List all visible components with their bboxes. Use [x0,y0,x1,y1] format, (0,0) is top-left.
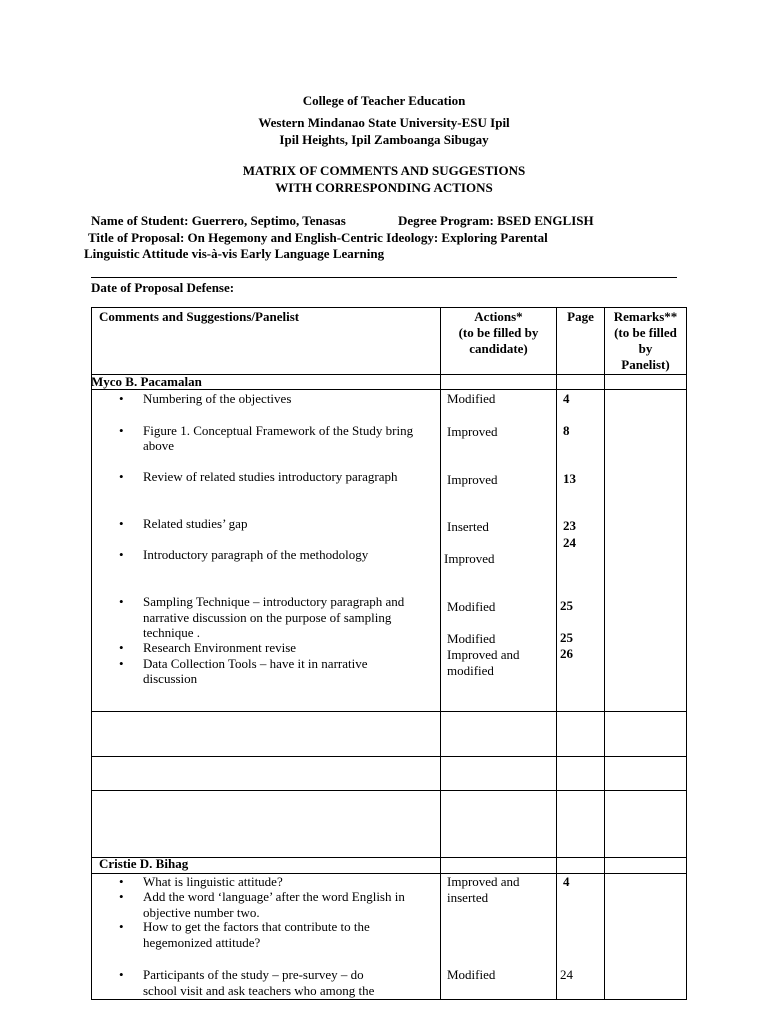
page-cell: 24 [560,967,573,982]
table-line [91,307,687,308]
bullet-icon: • [119,640,124,655]
comment-item: hegemonized attitude? [143,935,261,950]
col-actions-header-line: Actions* [474,309,523,324]
table-line [556,307,557,999]
table-line [440,307,441,999]
page-cell: 24 [563,535,576,550]
comment-item: Related studies’ gap [143,516,248,531]
col-comments-header: Comments and Suggestions/Panelist [99,309,300,324]
page-cell: 26 [560,646,573,661]
table-line [91,711,687,712]
proposal-title-line1: Title of Proposal: On Hegemony and English-Centric Ideology: Exploring Parental [88,230,548,245]
bullet-icon: • [119,516,124,531]
comment-item: Sampling Technique – introductory paragraph and [143,594,405,609]
action-cell: inserted [447,890,489,905]
comment-item: Figure 1. Conceptual Framework of the Study bring [143,423,414,438]
col-remarks-header-line: Remarks** [613,309,678,324]
separator-rule [91,277,677,278]
comment-item: technique . [143,625,201,640]
comment-item: Participants of the study – pre-survey – do [143,967,364,982]
action-cell: Modified [447,631,496,646]
action-cell: Improved and [447,647,520,662]
bullet-icon: • [119,889,124,904]
bullet-icon: • [119,391,124,406]
proposal-title-line2: Linguistic Attitude vis-à-vis Early Language Learning [84,246,385,261]
comment-item: Numbering of the objectives [143,391,292,406]
bullet-icon: • [119,967,124,982]
col-actions-header-line: (to be filled by [458,325,539,340]
comment-item: Research Environment revise [143,640,297,655]
action-cell: Improved [447,472,498,487]
action-cell: Improved and [447,874,520,889]
defense-date: Date of Proposal Defense: [91,280,235,295]
document-title-line1: MATRIX OF COMMENTS AND SUGGESTIONS [242,163,526,178]
action-cell: Modified [447,967,496,982]
page-cell: 25 [560,598,573,613]
page-cell: 23 [563,518,576,533]
comment-item: above [143,438,175,453]
panelist-name: Cristie D. Bihag [99,856,189,871]
page-cell: 4 [563,391,570,406]
bullet-icon: • [119,469,124,484]
table-line [686,307,687,999]
table-line [604,307,605,999]
table-line [91,999,687,1000]
comment-item: What is linguistic attitude? [143,874,283,889]
page-cell: 13 [563,471,576,486]
table-line [91,790,687,791]
comment-item: objective number two. [143,905,260,920]
comment-item: school visit and ask teachers who among the [143,983,375,998]
university-name: Western Mindanao State University-ESU Ipil [258,115,510,130]
comment-item: Data Collection Tools – have it in narrative [143,656,368,671]
degree-program: Degree Program: BSED ENGLISH [398,213,594,228]
col-page-header: Page [567,309,594,324]
col-remarks-header-line: (to be filled [614,325,677,340]
col-actions-header-line: candidate) [469,341,528,356]
page-cell: 8 [563,423,570,438]
table-line [91,307,92,999]
col-remarks-header-line: by [638,341,653,356]
bullet-icon: • [119,594,124,609]
bullet-icon: • [119,656,124,671]
action-cell: Modified [447,599,496,614]
comment-item: How to get the factors that contribute to the [143,919,370,934]
document-title-line2: WITH CORRESPONDING ACTIONS [275,180,493,195]
panelist-name: Myco B. Pacamalan [91,374,202,389]
col-actions-header [441,309,556,357]
university-address: Ipil Heights, Ipil Zamboanga Sibugay [279,132,489,147]
action-cell: Improved [447,424,498,439]
col-remarks-header [605,309,686,373]
action-cell: Inserted [447,519,489,534]
action-cell: modified [447,663,494,678]
comment-item: Introductory paragraph of the methodology [143,547,369,562]
student-name: Name of Student: Guerrero, Septimo, Tenasas [91,213,346,228]
col-remarks-header-line: Panelist) [621,357,670,372]
college-name: College of Teacher Education [302,93,466,108]
table-line [91,756,687,757]
page-cell: 4 [563,874,570,889]
bullet-icon: • [119,547,124,562]
action-cell: Improved [444,551,495,566]
bullet-icon: • [119,423,124,438]
action-cell: Modified [447,391,496,406]
comment-item: Review of related studies introductory paragraph [143,469,398,484]
comment-item: narrative discussion on the purpose of sampling [143,610,392,625]
bullet-icon: • [119,874,124,889]
bullet-icon: • [119,919,124,934]
page-cell: 25 [560,630,573,645]
comment-item: discussion [143,671,198,686]
comment-item: Add the word ‘language’ after the word English in [143,889,405,904]
